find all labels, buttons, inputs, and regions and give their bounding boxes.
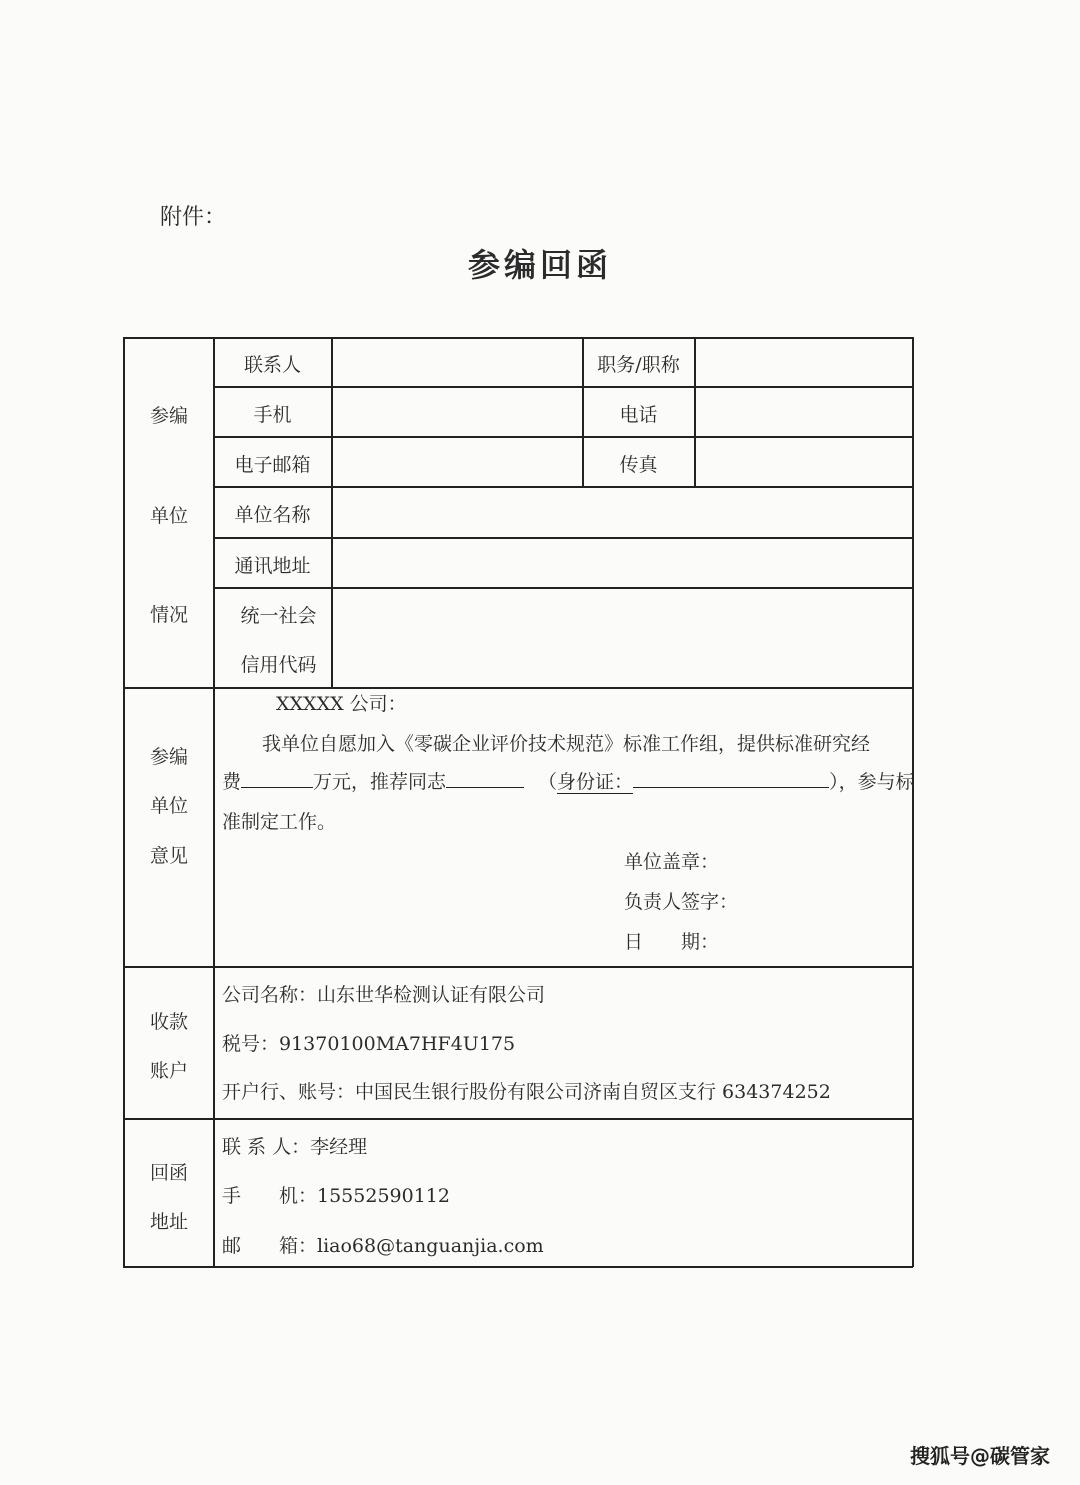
date-label: 日 期： — [624, 931, 720, 953]
fax-label: 传真 — [619, 454, 658, 476]
opinion-text: ），参与标 — [829, 771, 915, 793]
attachment-label: 附件： — [160, 205, 227, 230]
signature-label: 负责人签字： — [624, 891, 739, 913]
payee-bank-account: 开户行、账号：中国民生银行股份有限公司济南自贸区支行 634374252 — [222, 1081, 831, 1103]
unit-name-label: 单位名称 — [234, 504, 311, 526]
payee-company: 公司名称：山东世华检测认证有限公司 — [222, 984, 546, 1006]
opinion-line-3: 准制定工作。 — [222, 811, 337, 833]
payee-tax-no: 税号：91370100MA7HF4U175 — [222, 1033, 516, 1055]
mobile-label: 手机 — [253, 404, 292, 426]
reply-email: 邮 箱：liao68@tanguanjia.com — [222, 1235, 544, 1257]
position-label: 职务/职称 — [597, 354, 680, 376]
id-card-blank[interactable] — [633, 767, 829, 788]
funding-amount-blank[interactable] — [241, 767, 313, 788]
recommended-person-blank[interactable] — [446, 767, 524, 788]
section2-side-label: 意见 — [150, 845, 189, 867]
section2-side-label: 参编 — [150, 746, 189, 768]
opinion-line-2 — [222, 767, 915, 794]
reply-mobile: 手 机：15552590112 — [222, 1185, 450, 1207]
address-field[interactable] — [333, 539, 911, 586]
opinion-line-1: 我单位自愿加入《零碳企业评价技术规范》标准工作组，提供标准研究经 — [262, 733, 871, 755]
opinion-text: （ — [538, 771, 558, 793]
source-watermark: 搜狐号@碳管家 — [910, 1444, 1050, 1468]
opinion-addressee: XXXXX 公司： — [276, 693, 407, 715]
email-field[interactable] — [333, 438, 581, 485]
section1-side-label: 参编 — [150, 405, 189, 427]
position-field[interactable] — [696, 339, 911, 385]
address-label: 通讯地址 — [234, 555, 311, 577]
section1-side-label: 情况 — [150, 604, 189, 626]
fax-field[interactable] — [696, 438, 911, 485]
section4-side-label: 回函 — [150, 1162, 189, 1184]
section4-side-label: 地址 — [150, 1211, 189, 1233]
phone-field[interactable] — [696, 388, 911, 435]
opinion-text: 万元，推荐同志 — [313, 771, 447, 793]
credit-code-field[interactable] — [333, 589, 911, 686]
unit-name-field[interactable] — [333, 488, 911, 536]
seal-label: 单位盖章： — [624, 851, 720, 873]
credit-code-label: 统一社会 — [240, 605, 317, 627]
section1-side-label: 单位 — [150, 505, 189, 527]
reply-contact: 联 系 人：李经理 — [222, 1136, 368, 1158]
page-title: 参编回函 — [467, 246, 612, 284]
opinion-text: 费 — [222, 771, 242, 793]
phone-label: 电话 — [619, 404, 658, 426]
contact-field[interactable] — [333, 339, 581, 385]
email-label: 电子邮箱 — [234, 454, 311, 476]
mobile-field[interactable] — [333, 388, 581, 435]
section3-side-label: 账户 — [150, 1060, 189, 1082]
id-card-label: 身份证： — [557, 771, 634, 793]
contact-label: 联系人 — [243, 354, 301, 376]
section3-side-label: 收款 — [150, 1011, 189, 1033]
credit-code-label: 信用代码 — [240, 654, 317, 676]
section2-side-label: 单位 — [150, 795, 189, 817]
